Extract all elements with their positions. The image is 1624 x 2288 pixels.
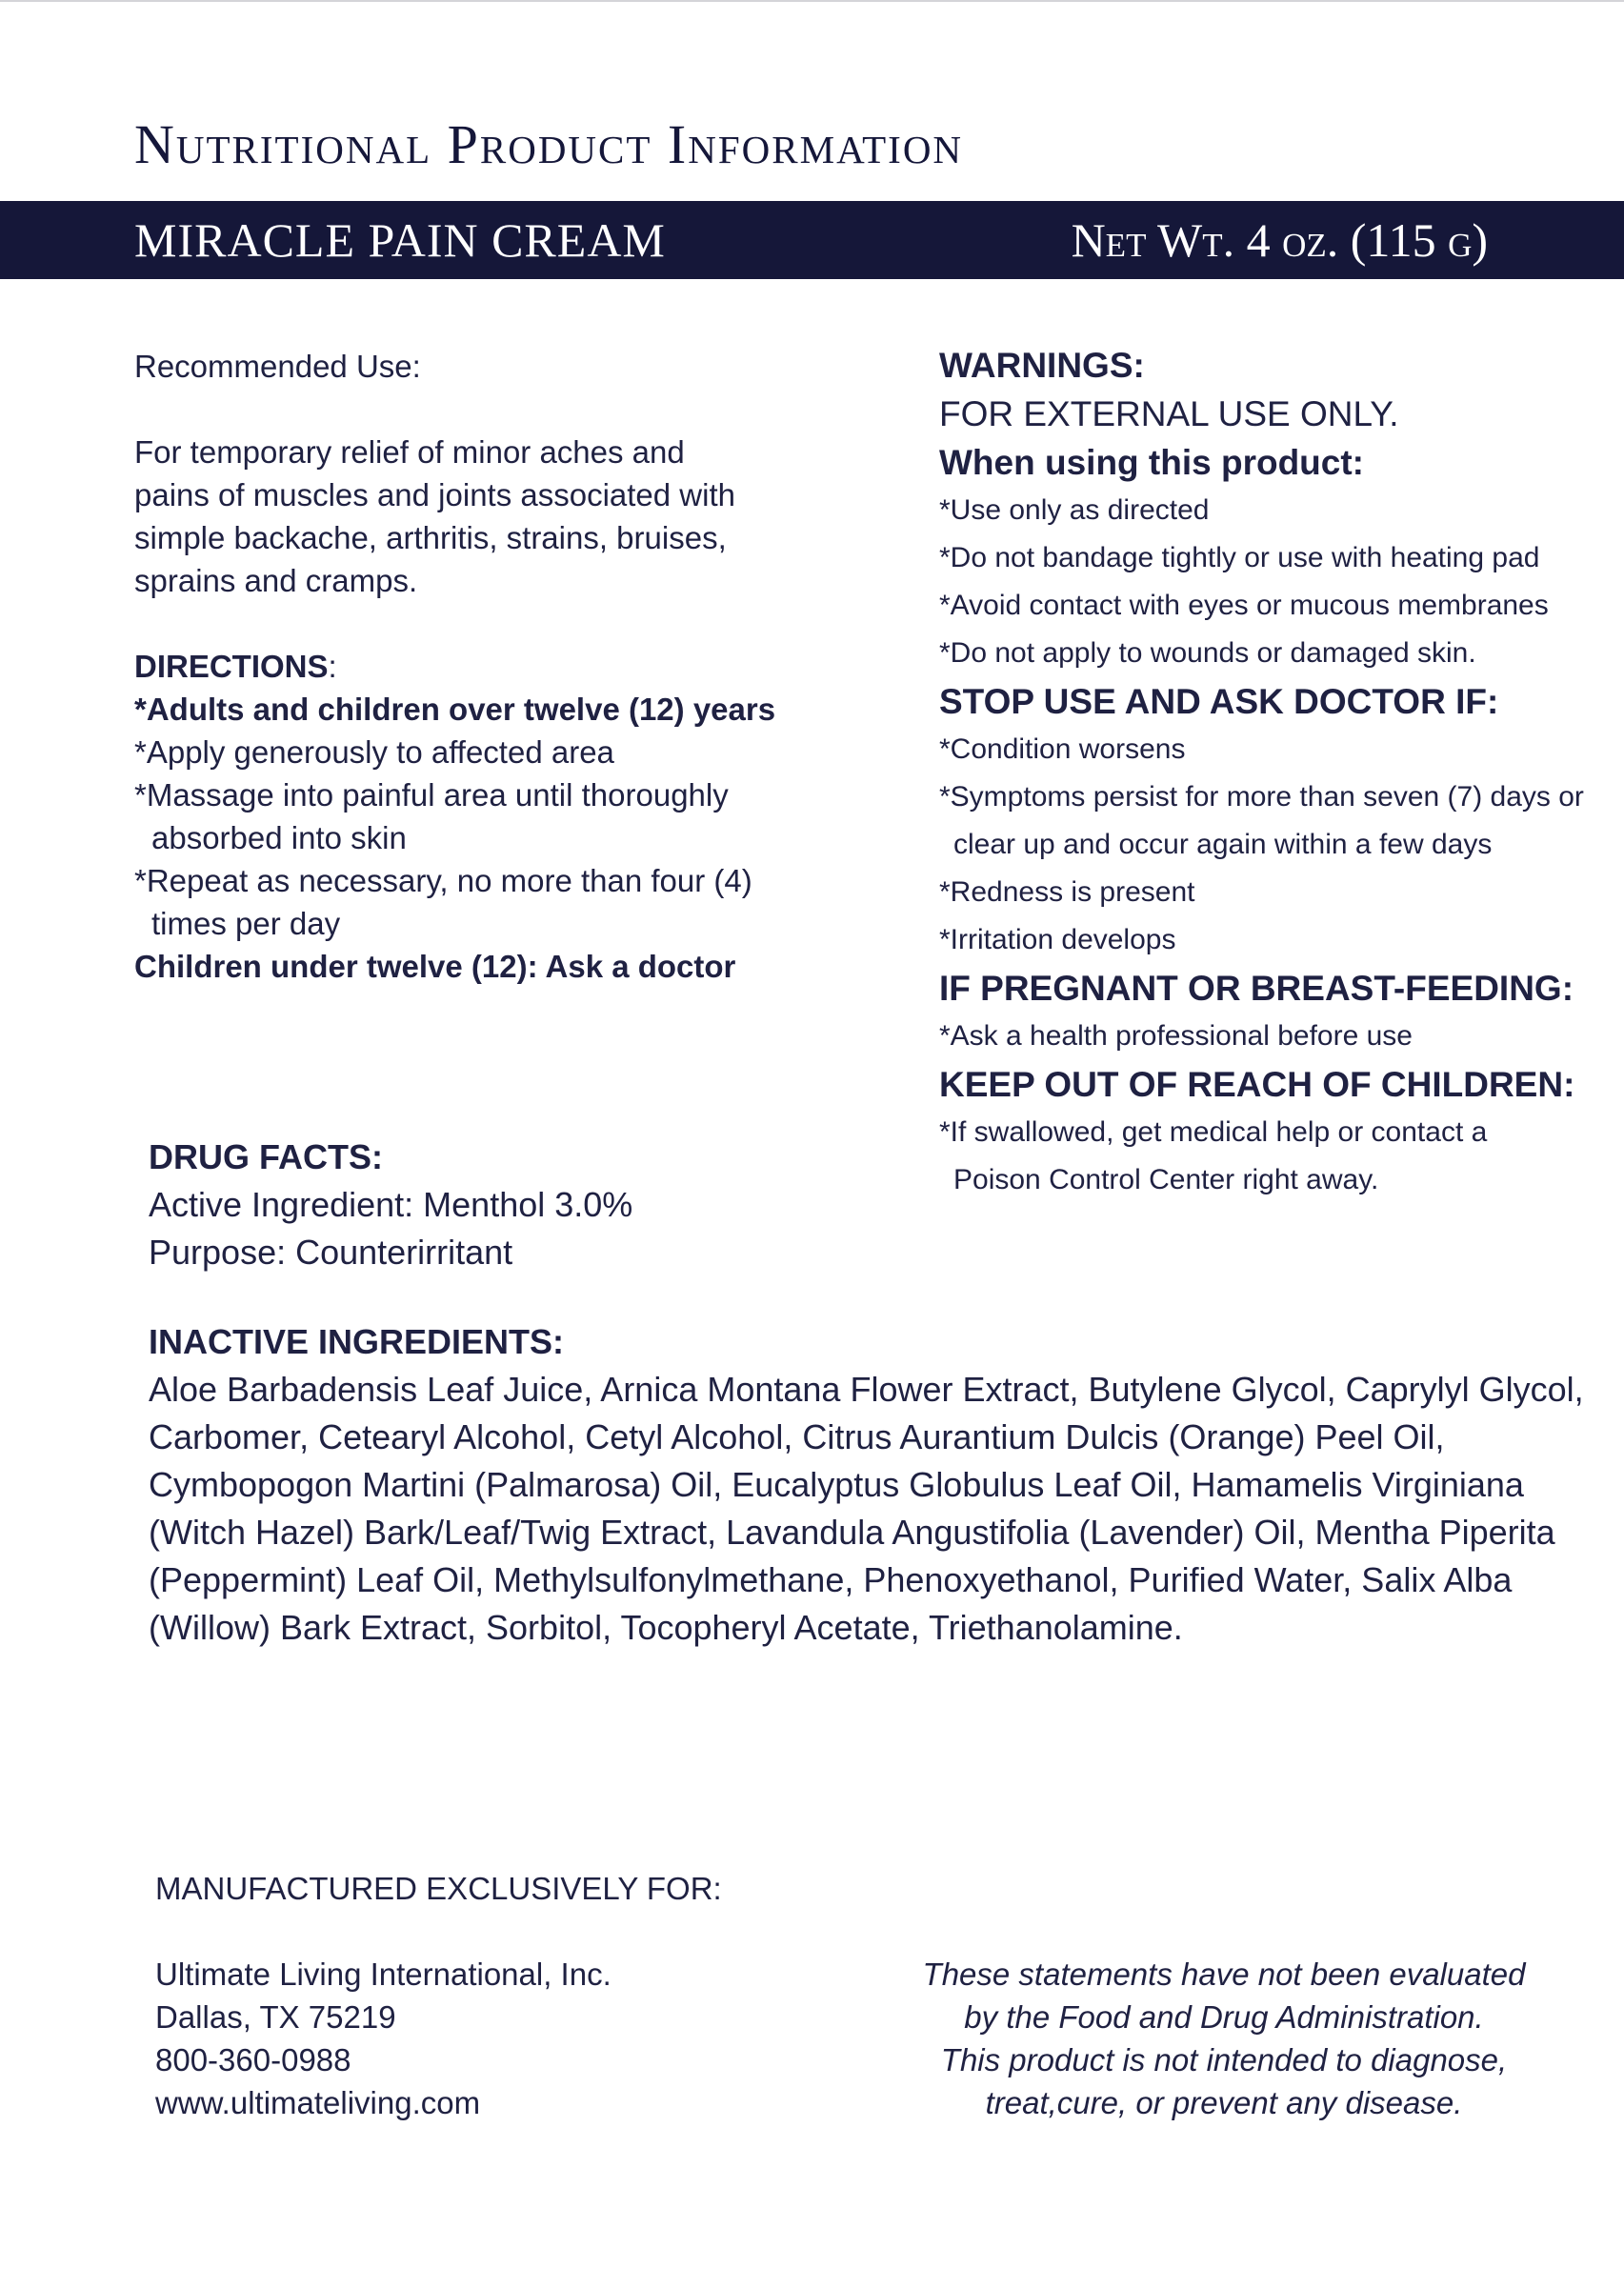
directions-adults: *Adults and children over twelve (12) years (134, 692, 776, 727)
product-banner (0, 201, 1624, 279)
stop-use-item: clear up and occur again within a few days (953, 829, 1493, 860)
recommended-use-line: sprains and cramps. (134, 563, 418, 598)
keep-out-item: Poison Control Center right away. (953, 1164, 1379, 1195)
keep-out-item: *If swallowed, get medical help or contact a (939, 1116, 1488, 1148)
directions-heading-row (134, 645, 775, 688)
directions-step: *Repeat as necessary, no more than four (4) (134, 863, 752, 898)
pregnant-item: *Ask a health professional before use (939, 1020, 1413, 1052)
active-ingredient: Active Ingredient: Menthol 3.0% (149, 1185, 633, 1224)
warning-item: *Use only as directed (939, 494, 1210, 526)
stop-use-item: *Condition worsens (939, 733, 1186, 765)
manufacturer-section (155, 1867, 722, 2124)
warnings-section (939, 341, 1584, 1204)
purpose: Purpose: Counterirritant (149, 1233, 513, 1272)
net-weight: Net Wt. 4 oz. (115 g) (1071, 213, 1488, 267)
directions-step: absorbed into skin (151, 820, 407, 855)
manufacturer-heading: MANUFACTURED EXCLUSIVELY FOR: (155, 1871, 722, 1906)
drug-facts-section (149, 1134, 632, 1276)
inactive-ingredients-line: Carbomer, Cetearyl Alcohol, Cetyl Alcohol, Citrus Aurantium Dulcis (Orange) Peel Oil, (149, 1417, 1445, 1456)
external-use-notice: FOR EXTERNAL USE ONLY. (939, 394, 1399, 433)
manufacturer-company: Ultimate Living International, Inc. (155, 1957, 612, 1992)
inactive-ingredients-line: Aloe Barbadensis Leaf Juice, Arnica Montana Flower Extract, Butylene Glycol, Caprylyl Glycol, (149, 1370, 1584, 1409)
warnings-heading: WARNINGS: (939, 346, 1145, 385)
inactive-ingredients-heading: INACTIVE INGREDIENTS: (149, 1322, 565, 1361)
when-using-heading: When using this product: (939, 443, 1365, 482)
directions-step: times per day (151, 906, 341, 941)
top-border (0, 0, 1624, 2)
stop-use-item: *Redness is present (939, 876, 1195, 908)
manufacturer-city: Dallas, TX 75219 (155, 1999, 396, 2035)
disclaimer-line: This product is not intended to diagnose, (940, 2042, 1508, 2077)
stop-use-heading: STOP USE AND ASK DOCTOR IF: (939, 682, 1499, 721)
directions-heading: DIRECTIONS (134, 649, 329, 684)
warning-item: *Do not bandage tightly or use with heating pad (939, 542, 1540, 573)
recommended-use-line: For temporary relief of minor aches and (134, 434, 685, 470)
disclaimer-line: treat,cure, or prevent any disease. (985, 2085, 1463, 2120)
inactive-ingredients-line: (Witch Hazel) Bark/Leaf/Twig Extract, Lavandula Angustifolia (Lavender) Oil, Mentha Piperita (149, 1513, 1555, 1552)
warning-item: *Avoid contact with eyes or mucous membranes (939, 590, 1549, 621)
disclaimer-line: by the Food and Drug Administration. (964, 1999, 1484, 2035)
stop-use-item: *Symptoms persist for more than seven (7) days or (939, 781, 1584, 813)
stop-use-item: *Irritation develops (939, 924, 1176, 955)
inactive-ingredients-section (149, 1318, 1584, 1652)
recommended-use-section (134, 345, 775, 988)
warning-item: *Do not apply to wounds or damaged skin. (939, 637, 1476, 669)
inactive-ingredients-line: Cymbopogon Martini (Palmarosa) Oil, Eucalyptus Globulus Leaf Oil, Hamamelis Virginiana (149, 1465, 1524, 1504)
recommended-use-line: simple backache, arthritis, strains, bruises, (134, 520, 727, 555)
directions-colon: : (328, 649, 337, 684)
fda-disclaimer (914, 1953, 1534, 2124)
inactive-ingredients-line: (Peppermint) Leaf Oil, Methylsulfonylmethane, Phenoxyethanol, Purified Water, Salix Alba (149, 1560, 1513, 1599)
drug-facts-heading: DRUG FACTS: (149, 1137, 383, 1176)
disclaimer-line: These statements have not been evaluated (922, 1957, 1526, 1992)
manufacturer-phone: 800-360-0988 (155, 2042, 351, 2077)
inactive-ingredients-line: (Willow) Bark Extract, Sorbitol, Tocopheryl Acetate, Triethanolamine. (149, 1608, 1183, 1647)
pregnant-heading: IF PREGNANT OR BREAST-FEEDING: (939, 969, 1574, 1008)
directions-step: *Apply generously to affected area (134, 734, 614, 770)
keep-out-of-reach-heading: KEEP OUT OF REACH OF CHILDREN: (939, 1065, 1575, 1104)
recommended-use-line: pains of muscles and joints associated with (134, 477, 735, 512)
manufacturer-website: www.ultimateliving.com (155, 2085, 481, 2120)
product-name: MIRACLE PAIN CREAM (134, 213, 666, 267)
recommended-use-heading: Recommended Use: (134, 349, 421, 384)
page-title: Nutritional Product Information (134, 113, 964, 175)
directions-children: Children under twelve (12): Ask a doctor (134, 949, 736, 984)
directions-step: *Massage into painful area until thoroughly (134, 777, 729, 813)
